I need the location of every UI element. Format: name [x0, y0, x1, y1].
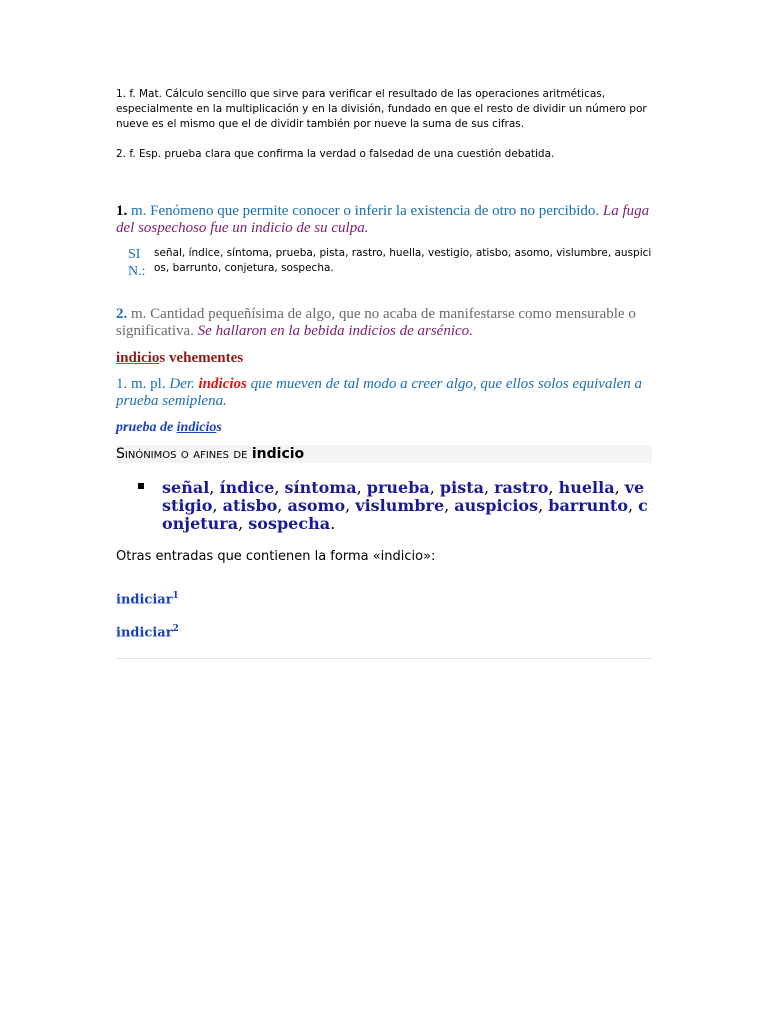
synonym-link[interactable]: vestigio — [162, 478, 645, 515]
synonym-link[interactable]: señal — [162, 478, 210, 497]
bullet-icon — [138, 483, 144, 489]
entry-link-indiciar-2[interactable] — [116, 624, 179, 640]
definition-number: 1. — [116, 376, 128, 392]
other-entries-label: Otras entradas que contienen la forma «indicio»: — [116, 549, 436, 564]
synonyms-heading-word: indicio — [251, 446, 305, 462]
locution-link[interactable]: indicio — [176, 420, 217, 435]
locution-indicios-vehementes — [116, 350, 243, 367]
synonyms-heading-prefix: Sinónimos o afines de — [116, 446, 248, 462]
synonym-separator: , — [238, 514, 249, 533]
synonym-link[interactable]: auspicios — [454, 496, 539, 515]
synonym-separator: , — [614, 478, 625, 497]
synonym-link[interactable]: atisbo — [222, 496, 278, 515]
entry-sup: 2 — [172, 624, 179, 634]
synonym-separator: , — [345, 496, 356, 515]
entry-word: indiciar — [116, 625, 173, 641]
definition-text: m. Fenómeno que permite conocer o inferir la existencia de otro no percibido. — [131, 203, 600, 219]
definition-2 — [116, 306, 652, 340]
synonym-label: SIN.: — [128, 247, 146, 279]
synonym-link[interactable]: huella — [558, 478, 615, 497]
divider — [116, 658, 652, 659]
synonym-separator: . — [330, 514, 336, 533]
synonym-link[interactable]: barrunto — [548, 496, 628, 515]
locution-prefix: prueba de — [116, 420, 177, 435]
synonym-link[interactable]: sospecha — [248, 514, 331, 533]
definition-highlight: indicios — [198, 376, 247, 392]
synonym-separator: , — [444, 496, 455, 515]
definition-text: que mueven de tal modo a creer algo, que ellos solos equivalen a prueba semiplena. — [116, 376, 643, 409]
entry-sup: 1 — [172, 591, 179, 601]
definition-domain: Der. — [169, 376, 195, 392]
synonym-link[interactable]: rastro — [494, 478, 549, 497]
definition-number: 2. — [116, 306, 128, 322]
definition-paragraph-1: 1. f. Mat. Cálculo sencillo que sirve para verificar el resultado de las operaciones aritméticas, especialmente en la multiplicación y en la división, fundado en que el resto de dividir un número por nueve es el mismo que el de dividir también por nueve la suma de sus cifras. — [116, 88, 647, 130]
synonym-link[interactable]: vislumbre — [355, 496, 445, 515]
definition-abbr: m. pl. — [131, 376, 166, 392]
synonym-link[interactable]: asomo — [287, 496, 346, 515]
entry-word: indiciar — [116, 592, 173, 608]
locution-link[interactable]: indicio — [116, 350, 160, 366]
synonym-link[interactable]: síntoma — [284, 478, 357, 497]
synonym-link[interactable]: prueba — [366, 478, 430, 497]
definition-paragraph-2: 2. f. Esp. prueba clara que confirma la verdad o falsedad de una cuestión debatida. — [116, 148, 555, 160]
locution-suffix: s vehementes — [159, 350, 244, 366]
definition-1 — [116, 203, 656, 237]
synonym-text: señal, índice, síntoma, prueba, pista, rastro, huella, vestigio, atisbo, asomo, vislumbre, auspicios, barrunto, conjetura, sospecha. — [154, 247, 652, 274]
synonym-separator: , — [209, 478, 220, 497]
synonym-separator: , — [356, 478, 367, 497]
synonyms-words — [162, 479, 652, 533]
definition-number: 1. — [116, 203, 128, 219]
synonym-separator: , — [628, 496, 639, 515]
synonym-separator: , — [274, 478, 285, 497]
locution-suffix: s — [216, 420, 222, 435]
synonym-link[interactable]: índice — [219, 478, 275, 497]
definition-3 — [116, 376, 656, 410]
definition-example: Se hallaron en la bebida indicios de arsénico. — [197, 323, 473, 339]
locution-prueba-de-indicios — [116, 420, 222, 436]
synonym-separator: , — [483, 478, 495, 497]
synonym-link[interactable]: conjetura — [162, 496, 648, 533]
synonym-separator: , — [548, 478, 559, 497]
definition-text: m. Cantidad pequeñísima de algo, que no acaba de manifestarse como mensurable o significativa. — [116, 306, 636, 339]
synonym-separator: , — [277, 496, 288, 515]
synonym-separator: , — [429, 478, 440, 497]
definition-example: La fuga del sospechoso fue un indicio de su culpa. — [116, 203, 650, 236]
synonyms-heading — [116, 445, 652, 463]
synonym-separator: , — [538, 496, 549, 515]
entry-link-indiciar-1[interactable] — [116, 591, 179, 607]
synonym-link[interactable]: pista — [439, 478, 484, 497]
synonym-separator: , — [212, 496, 223, 515]
